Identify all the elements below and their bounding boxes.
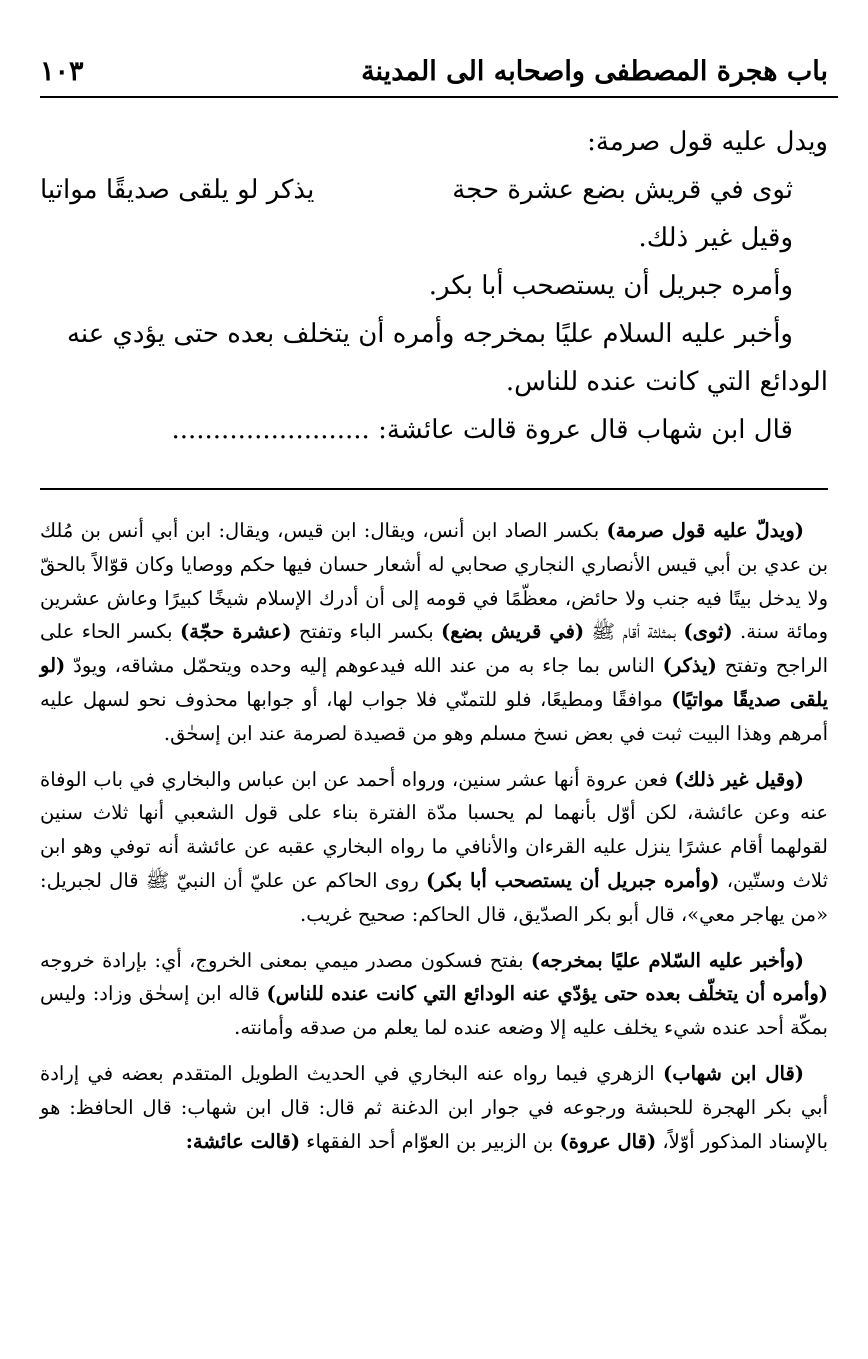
chapter-title: باب هجرة المصطفى واصحابه الى المدينة <box>361 55 828 87</box>
lemma: (ويدلّ عليه قول صرمة) <box>606 519 805 542</box>
lemma: (وقيل غير ذلك) <box>674 767 804 791</box>
commentary-text: فعن عروة أنها عشر سنين، ورواه أحمد عن ابن عباس والبخاري في باب الوفاة عنه وعن عائشة، لكن أوّل بأنهما لم يحسبا مدّة الفترة بناء على قول الشعبي أنها ثلاث سنين لقولهما أقام عشرًا ينزل عليه القرءان والأنافي ما رواه البخاري عقبه عن عائشة أنه توفي وهو ابن ثلاث وستّين، <box>40 767 828 892</box>
commentary-divider <box>40 488 828 490</box>
header-divider <box>40 96 838 98</box>
lemma: (عشرة حجّة) <box>179 620 292 644</box>
page-number: ١٠٣ <box>40 55 84 87</box>
lemma: (لو يلقى صديقًا مواتيًا) <box>40 654 828 711</box>
lemma: (وأمره جبريل أن يستصحب أبا بكر) <box>426 868 720 892</box>
commentary-paragraph <box>40 944 828 1045</box>
main-line-text: قال ابن شهاب قال عروة قالت عائشة: <box>378 415 793 445</box>
lemma: (قال ابن شهاب) <box>663 1061 804 1085</box>
commentary-text: بكسر الصاد ابن أنس، ويقال: ابن قيس، ويقال: ابن أبي أنس بن مُلك بن عدي بن أبي قيس الأنصاري النجاري صحابي له أشعار حسان فيها حكم ووصايا وكان قوّالاً بالحقّ ولا يدخل بيتًا فيه جنب ولا حائض، معظّمًا في قومه إلى أن أدرك الإسلام شيخًا كبيرًا وعاش عشرين ومائة سنة. <box>40 519 828 644</box>
lemma: (في قريش بضع) <box>441 620 585 644</box>
poem-verse <box>40 166 828 214</box>
lemma: (قالت عائشة: <box>185 1129 301 1153</box>
commentary-text: بن الزبير بن العوّام أحد الفقهاء <box>300 1129 560 1153</box>
main-text <box>40 118 828 454</box>
main-line: الودائع التي كانت عنده للناس. <box>505 367 828 397</box>
main-line: وقيل غير ذلك. <box>638 223 793 253</box>
commentary <box>40 514 828 1170</box>
commentary-text: روى الحاكم عن عليّ أن النبيّ ﷺ قال لجبريل: «من يهاجر معي»، قال أبو بكر الصدّيق، قال الحاكم: صحيح غريب. <box>40 868 828 926</box>
commentary-text: الناس بما جاء به من عند الله فيدعوهم إليه وحده ويتحمّل مشاقه، ويودّ <box>65 654 663 678</box>
main-line: وأمره جبريل أن يستصحب أبا بكر. <box>428 271 793 301</box>
main-line: ويدل عليه قول صرمة: <box>587 127 828 157</box>
main-line <box>40 406 828 454</box>
commentary-paragraph <box>40 514 828 751</box>
lemma: (وأمره أن يتخلّف بعده حتى يؤدّي عنه الودائع التي كانت عنده للناس) <box>266 982 828 1006</box>
page-header <box>40 48 828 94</box>
commentary-text: الزهري فيما رواه عنه البخاري في الحديث الطويل المتقدم بعضه في إرادة أبي بكر الهجرة للحبشة ورجوعه في جوار ابن الدغنة ثم قال: قال ابن شهاب: قال الحافظ: هو بالإسناد المذكور أوّلاً، <box>40 1061 828 1153</box>
main-line: وأخبر عليه السلام عليًا بمخرجه وأمره أن يتخلف بعده حتى يؤدي عنه <box>66 319 793 349</box>
commentary-text: بكسر الحاء على الراجح وتفتح <box>40 620 828 678</box>
ellipsis-dots: ........................ <box>171 415 370 445</box>
lemma: (وأخبر عليه السّلام عليًا بمخرجه) <box>530 948 804 972</box>
verse-second-hemistich: يذكر لو يلقى صديقًا مواتيا <box>40 175 315 205</box>
lemma: (قال عروة) <box>559 1129 657 1153</box>
commentary-text: قاله ابن إسحٰق وزاد: وليس بمكّة أحد عنده شيء يخلف عليه إلا وضعه عنده لما يعلم من صدقه وأمانته. <box>40 982 828 1040</box>
verse-first-hemistich: ثوى في قريش بضع عشرة حجة <box>452 175 793 205</box>
lemma: (يذكر) <box>662 654 717 678</box>
commentary-text: بمثلثة أقام ﷺ <box>584 620 684 644</box>
commentary-paragraph <box>40 1057 828 1158</box>
commentary-text: بفتح فسكون مصدر ميمي بمعنى الخروج، أي: بإرادة خروجه <box>40 948 531 972</box>
commentary-paragraph <box>40 763 828 932</box>
lemma: (ثوى) <box>683 620 733 644</box>
commentary-text: بكسر الباء وتفتح <box>291 620 442 644</box>
commentary-text: موافقًا ومطيعًا، فلو للتمنّي فلا جواب لها، أو جوابها محذوف نحو لسهل عليه أمرهم وهذا البيت ثبت في بعض نسخ مسلم وهو من قصيدة لصرمة عند ابن إسحٰق. <box>40 687 828 745</box>
